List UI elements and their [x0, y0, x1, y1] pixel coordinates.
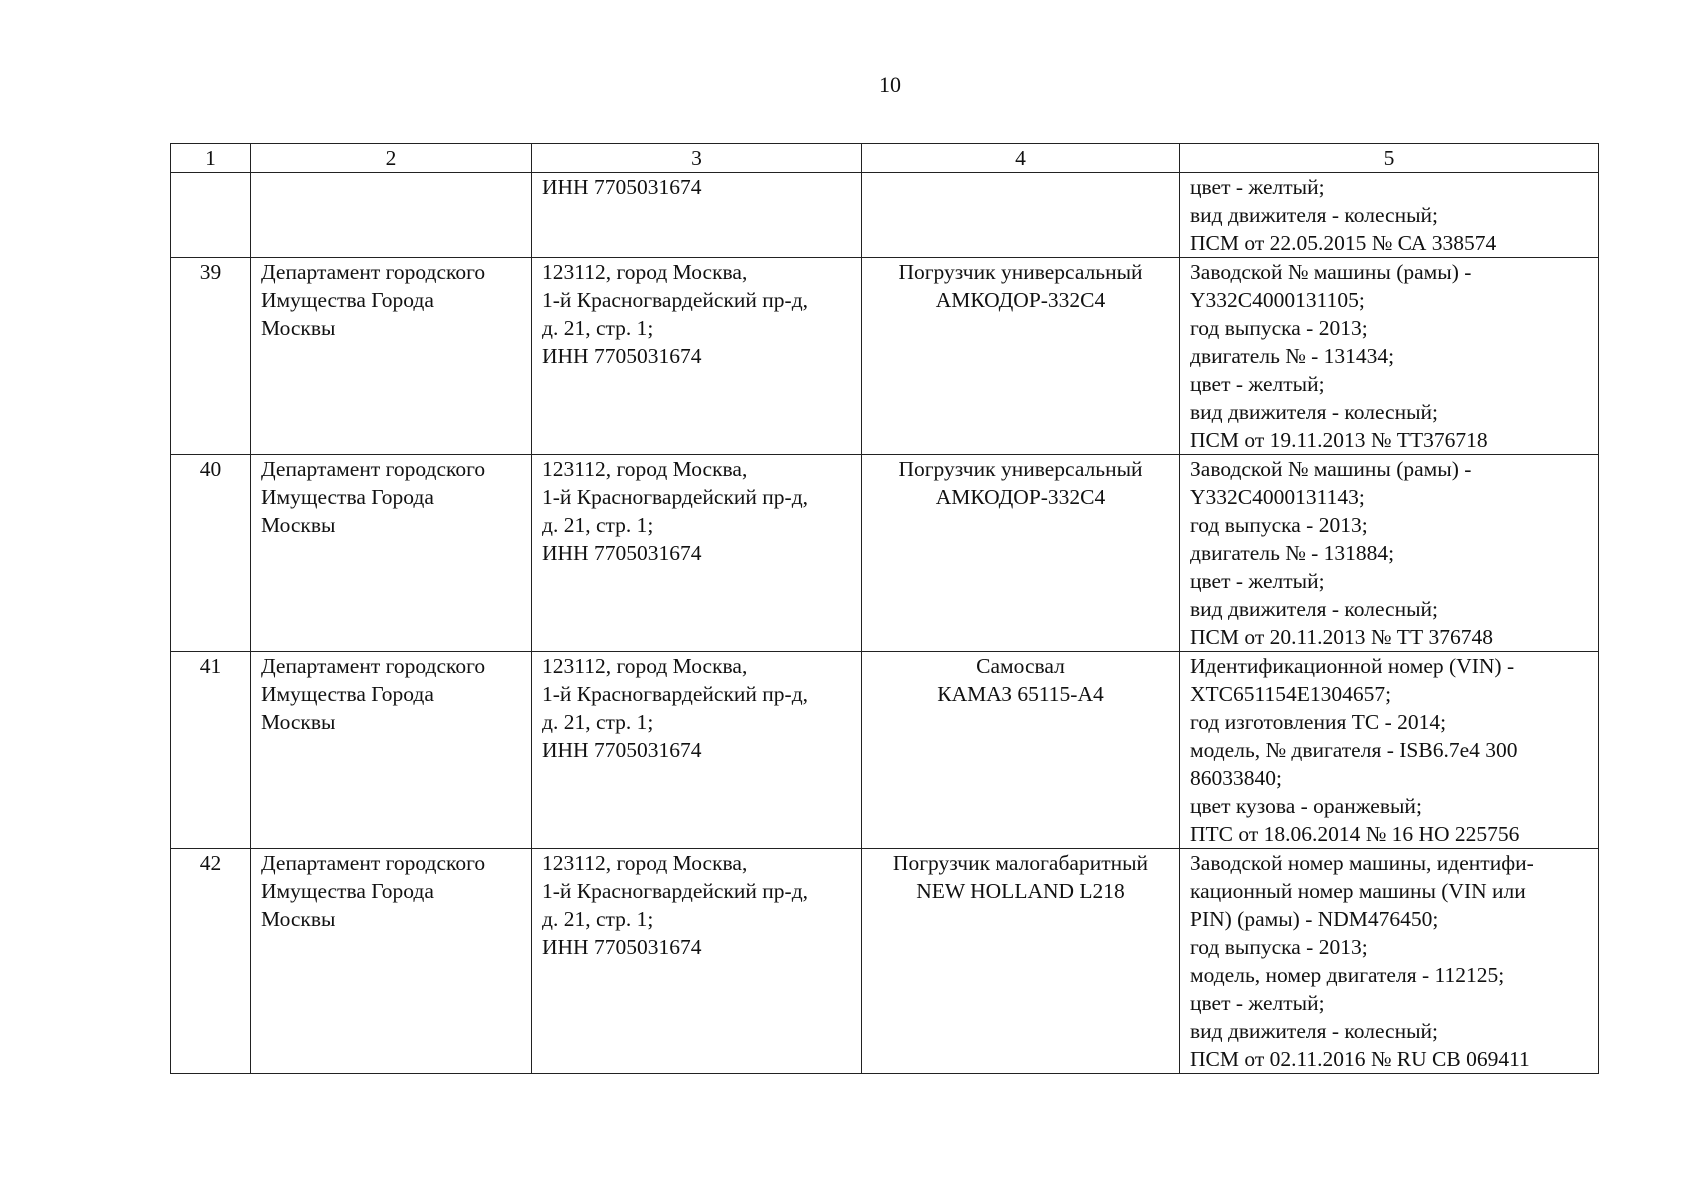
- details-cell: Заводской номер машины, идентифи- кационный номер машины (VIN или PIN) (рамы) - NDM476450; год выпуска - 2013; модель, номер двигателя - 112125; цвет - желтый; вид движителя - колесный; ПСМ от 02.11.2016 № RU CB 069411: [1180, 849, 1599, 1074]
- table-row: [171, 173, 1599, 258]
- row-number-cell: 39: [171, 258, 251, 455]
- address-cell: 123112, город Москва, 1-й Красногвардейский пр-д, д. 21, стр. 1; ИНН 7705031674: [532, 849, 862, 1074]
- column-header-3: 3: [532, 144, 862, 173]
- owner-cell: Департамент городского Имущества Города Москвы: [251, 455, 532, 652]
- address-cell: ИНН 7705031674: [532, 173, 862, 258]
- row-number-cell: 42: [171, 849, 251, 1074]
- column-header-4: 4: [862, 144, 1180, 173]
- vehicle-cell: Погрузчик малогабаритный NEW HOLLAND L218: [862, 849, 1180, 1074]
- details-cell: Заводской № машины (рамы) - Y332C4000131143; год выпуска - 2013; двигатель № - 131884; цвет - желтый; вид движителя - колесный; ПСМ от 20.11.2013 № ТТ 376748: [1180, 455, 1599, 652]
- column-header-1: 1: [171, 144, 251, 173]
- owner-cell: Департамент городского Имущества Города Москвы: [251, 652, 532, 849]
- vehicle-cell: Погрузчик универсальный АМКОДОР-332С4: [862, 258, 1180, 455]
- details-cell: цвет - желтый; вид движителя - колесный; ПСМ от 22.05.2015 № СА 338574: [1180, 173, 1599, 258]
- vehicle-cell: [862, 173, 1180, 258]
- owner-cell: [251, 173, 532, 258]
- table-row: [171, 258, 1599, 455]
- owner-cell: Департамент городского Имущества Города Москвы: [251, 849, 532, 1074]
- details-cell: Идентификационной номер (VIN) - ХТС651154Е1304657; год изготовления ТС - 2014; модель, № двигателя - ISB6.7e4 300 86033840; цвет кузова - оранжевый; ПТС от 18.06.2014 № 16 НО 225756: [1180, 652, 1599, 849]
- row-number-cell: 40: [171, 455, 251, 652]
- vehicle-registry-table: [170, 143, 1599, 1074]
- table-row: [171, 455, 1599, 652]
- vehicle-cell: Погрузчик универсальный АМКОДОР-332С4: [862, 455, 1180, 652]
- row-number-cell: [171, 173, 251, 258]
- column-header-2: 2: [251, 144, 532, 173]
- address-cell: 123112, город Москва, 1-й Красногвардейский пр-д, д. 21, стр. 1; ИНН 7705031674: [532, 258, 862, 455]
- table-row: [171, 849, 1599, 1074]
- table-header-row: [171, 144, 1599, 173]
- page-number: 10: [879, 72, 901, 97]
- row-number-cell: 41: [171, 652, 251, 849]
- address-cell: 123112, город Москва, 1-й Красногвардейский пр-д, д. 21, стр. 1; ИНН 7705031674: [532, 455, 862, 652]
- vehicle-cell: Самосвал КАМАЗ 65115-А4: [862, 652, 1180, 849]
- table-row: [171, 652, 1599, 849]
- details-cell: Заводской № машины (рамы) - Y332C4000131105; год выпуска - 2013; двигатель № - 131434; цвет - желтый; вид движителя - колесный; ПСМ от 19.11.2013 № ТТ376718: [1180, 258, 1599, 455]
- column-header-5: 5: [1180, 144, 1599, 173]
- owner-cell: Департамент городского Имущества Города Москвы: [251, 258, 532, 455]
- address-cell: 123112, город Москва, 1-й Красногвардейский пр-д, д. 21, стр. 1; ИНН 7705031674: [532, 652, 862, 849]
